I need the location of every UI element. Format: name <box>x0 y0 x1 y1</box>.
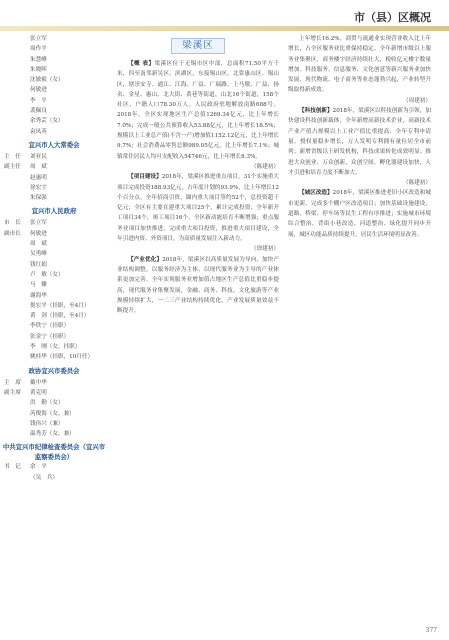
official-role <box>0 429 26 439</box>
official-row <box>0 65 108 75</box>
article-paragraph <box>117 255 279 317</box>
official-name: 温秀芳（女，兼） <box>30 431 75 438</box>
official-row <box>0 419 108 429</box>
official-name: 张立军 <box>30 36 47 42</box>
paragraph-label: 【城区改造】 <box>299 190 333 197</box>
paragraph-label: 【科技创新】 <box>299 108 333 115</box>
official-name: 何敏进 <box>30 87 47 94</box>
official-row <box>0 116 108 126</box>
official-role <box>0 473 26 483</box>
official-role <box>0 270 26 280</box>
official-role <box>0 173 26 183</box>
official-name: 李 平 <box>30 97 47 104</box>
official-name: 戴中华 <box>30 379 47 386</box>
official-role <box>0 280 26 290</box>
official-row <box>0 85 108 95</box>
official-row <box>0 462 108 472</box>
official-role <box>0 321 26 331</box>
official-row <box>0 193 108 203</box>
paragraph-source: （徐建初） <box>251 246 279 253</box>
official-name: 钱红娟 <box>30 261 47 268</box>
official-row <box>0 473 108 483</box>
paragraph-text: 2018年，梁溪区推进重点项目，31个实施重大项目完成投资188.93亿元，占年度计划的93.9%，比上年增长12个百分点。全年招商引资、圈内重大项目签约52个，总投资超千亿元；全区有主要在建重大项目25个，累计完成投资；全年新开工项目34个，竣工项目16个，全区新动能培育不断增强；重点服务业项目加快推进，完成重大项目投资，推进重大项目建设，全年引进内资、外资项目，为高质量发展注入新动力。 <box>117 174 279 243</box>
paragraph-text: 2018年，梁溪区推进老旧小区改造和城市更新，完成多个棚户区改造项目；加快基础设施建设，道路、桥梁、停车场等民生工程有序推进；实施城市环境综合整治，背街小巷改造、河道整治、绿化提升同步开展，城区功能品质持续提升，居民生活环境明显改善。 <box>288 190 431 238</box>
official-role <box>0 342 26 352</box>
official-name: 周 斌 <box>30 164 47 171</box>
official-row <box>0 152 108 162</box>
section-title-box <box>117 36 279 56</box>
official-name: 朱保强 <box>30 195 47 202</box>
official-role: 主 任 <box>4 153 21 160</box>
middle-column <box>117 34 279 316</box>
official-name: 马 姗 <box>30 282 47 289</box>
officials-column <box>0 34 108 483</box>
official-row <box>0 106 108 116</box>
official-name: 倪宏平（挂职，至4月） <box>30 302 90 309</box>
official-row <box>0 301 108 311</box>
official-row <box>0 378 108 388</box>
official-role: 副主席 <box>4 389 21 396</box>
header-title: 市（县）区概况 <box>354 11 431 24</box>
official-role: 主 席 <box>4 379 21 386</box>
official-row <box>0 44 108 54</box>
official-role <box>0 409 26 419</box>
official-name: 裴佩良 <box>30 108 47 115</box>
official-name: （吴 兵） <box>30 474 58 481</box>
paragraph-label: 【产业优化】 <box>128 256 163 263</box>
official-row <box>0 162 108 172</box>
header-decor-bar <box>0 26 449 31</box>
paragraph-source: （陈建初） <box>403 180 431 187</box>
middle-paragraphs <box>117 59 279 316</box>
official-row <box>0 321 108 331</box>
official-role <box>0 260 26 270</box>
official-name: 余 平 <box>30 464 47 471</box>
group-title: 宜兴市人大常委会 <box>28 140 80 149</box>
page-number: 377 <box>425 627 437 634</box>
official-role <box>0 183 26 193</box>
official-row <box>0 249 108 259</box>
official-row <box>0 218 108 228</box>
official-role <box>0 419 26 429</box>
official-role <box>0 332 26 342</box>
group-title: 宜兴市人民政府 <box>31 207 77 216</box>
official-row <box>0 270 108 280</box>
official-name: 赵惠明 <box>30 174 47 181</box>
official-name: 张立军 <box>30 220 47 227</box>
official-name: 谢海华 <box>30 292 47 299</box>
official-row <box>0 409 108 419</box>
official-role: 副主任 <box>4 164 21 171</box>
official-name: 钱伟兴（兼） <box>30 420 64 427</box>
section-title: 梁溪区 <box>171 38 225 54</box>
right-column <box>288 34 431 240</box>
official-role <box>0 301 26 311</box>
official-role <box>0 249 26 259</box>
official-name: 吴勇峰 <box>30 251 47 258</box>
official-row <box>0 429 108 439</box>
official-name: 姚桂华（挂职，10月任） <box>30 354 94 361</box>
official-row <box>0 260 108 270</box>
paragraph-label: 【概 表】 <box>128 61 155 67</box>
top-names-list <box>0 34 108 137</box>
official-name: 李铁宁（挂职） <box>30 323 70 330</box>
paragraph-source: （周建初） <box>403 97 431 104</box>
official-role <box>0 193 26 203</box>
official-name: 朱晓晖 <box>30 66 47 73</box>
official-role: 副市长 <box>4 230 21 237</box>
official-row <box>0 229 108 239</box>
official-row <box>0 332 108 342</box>
official-role <box>0 398 26 408</box>
official-row <box>0 280 108 290</box>
official-role <box>0 311 26 321</box>
official-role: 书 记 <box>4 464 21 471</box>
official-row <box>0 75 108 85</box>
official-name: 洪 勤（女） <box>30 400 64 407</box>
official-name: 李 刚（女，挂职） <box>30 344 81 351</box>
official-row <box>0 291 108 301</box>
official-groups <box>0 139 108 483</box>
paragraph-label: 【项目建设】 <box>128 174 162 181</box>
official-name: 黄克明 <box>30 389 47 396</box>
official-role: 市 长 <box>4 220 21 227</box>
official-role <box>0 352 26 362</box>
official-row <box>0 342 108 352</box>
paragraph-text: 上年增长16.2%，商贸与流通业实现营业收入比上年增长，占全区服务业比重保持稳定。全年新增市级以上服务业集聚区，商务楼宇经济持续壮大，税收亿元楼宇数量增加。科技服务、信息服务、文化创意等新兴服务业加快发展，现代物流、电子商务等业态蓬勃兴起，产业转型升级取得新成效。 <box>288 36 431 94</box>
official-row <box>0 96 108 106</box>
official-name: 黄 剑（挂职，至4月） <box>30 313 90 320</box>
article-paragraph <box>117 172 279 244</box>
official-name: 芮俊海（女，兼） <box>30 410 75 417</box>
paragraph-text: 2018年，梁溪区以科技创新为引领，加快建设科技创新载体，全年新增高新技术企业，高新技术产业产值占规模以上工业产值比重提高；全年专利申请量、授权量稳步增长，万人发明专利拥有量位居全市前列；新增省级以上研发机构，科技成果转化成效明显；推进大众创业、万众创新，众创空间、孵化器建设加快，人才引进和培育力度不断加大。 <box>288 108 431 176</box>
official-name: 何敏进 <box>30 230 47 237</box>
official-name: 刘亚民 <box>30 153 47 160</box>
official-role <box>0 291 26 301</box>
official-row <box>0 34 108 44</box>
official-name: 卢 敏（女） <box>30 271 64 278</box>
paragraph-source: （陈建初） <box>251 163 279 170</box>
official-name: 朱慧峰 <box>30 56 47 63</box>
official-role <box>0 239 26 249</box>
official-name: 袁凤英 <box>30 128 47 135</box>
official-row <box>0 311 108 321</box>
official-name: 周作平 <box>30 46 47 53</box>
paragraph-text: 2018年，梁溪区以高质量发展为导向，加快产业结构调整，以服务经济为主体、以现代服务业为主导的产业体系更加完善。全年实现服务业增加值占地区生产总值比重稳步提高，现代服务业集聚发展，金融、商务、科技、文化旅游等产业规模持续扩大，一二三产业结构持续优化，产业发展质量效益不断提升。 <box>117 256 279 315</box>
article-paragraph <box>288 34 431 96</box>
official-name: 余秀芸（女） <box>30 118 64 125</box>
article-paragraph <box>117 59 279 162</box>
official-row <box>0 398 108 408</box>
official-row <box>0 127 108 137</box>
official-name: 张金宁（挂职） <box>30 333 70 340</box>
official-row <box>0 183 108 193</box>
official-name: 徐宏宇 <box>30 184 47 191</box>
article-paragraph <box>288 106 431 178</box>
paragraph-text: 梁溪区位于无锡市区中部，总面积71.50平方千米，四至南邻新吴区、滨湖区，东接锡山区，北靠惠山区、锡山区，辖崇安寺、通江、江海、广益、广瑞路、上马墩、广益、扬名、金星、惠山、北大街、黄巷等街道，山北16个街道，158个社区。户籍人口78.30万人。人民政府驻地解放南路688号。2018年，全区实现地区生产总值1269.34亿元，比上年增长7.0%；完成一般公共预算收入53.88亿元，比上年增长18.5%；规模以上工业总产值(不含一产)增加值1152.12亿元，比上年增长9.7%；社会消费品零售总额989.05亿元，比上年增长7.1%；城镇常住居民人均可支配收入54746元，比上年增长8.3%。 <box>117 61 279 160</box>
official-row <box>0 173 108 183</box>
official-name: 沈敏毅（女） <box>30 77 64 84</box>
group-title: 中共宜兴市纪律检查委员会（宜兴市监察委员会） <box>2 443 106 462</box>
official-row <box>0 352 108 362</box>
official-row <box>0 239 108 249</box>
official-row <box>0 388 108 398</box>
official-name: 周 斌 <box>30 241 47 248</box>
group-title: 政协宜兴市委员会 <box>28 366 80 375</box>
article-paragraph <box>288 188 431 239</box>
official-row <box>0 55 108 65</box>
right-paragraphs <box>288 34 431 240</box>
